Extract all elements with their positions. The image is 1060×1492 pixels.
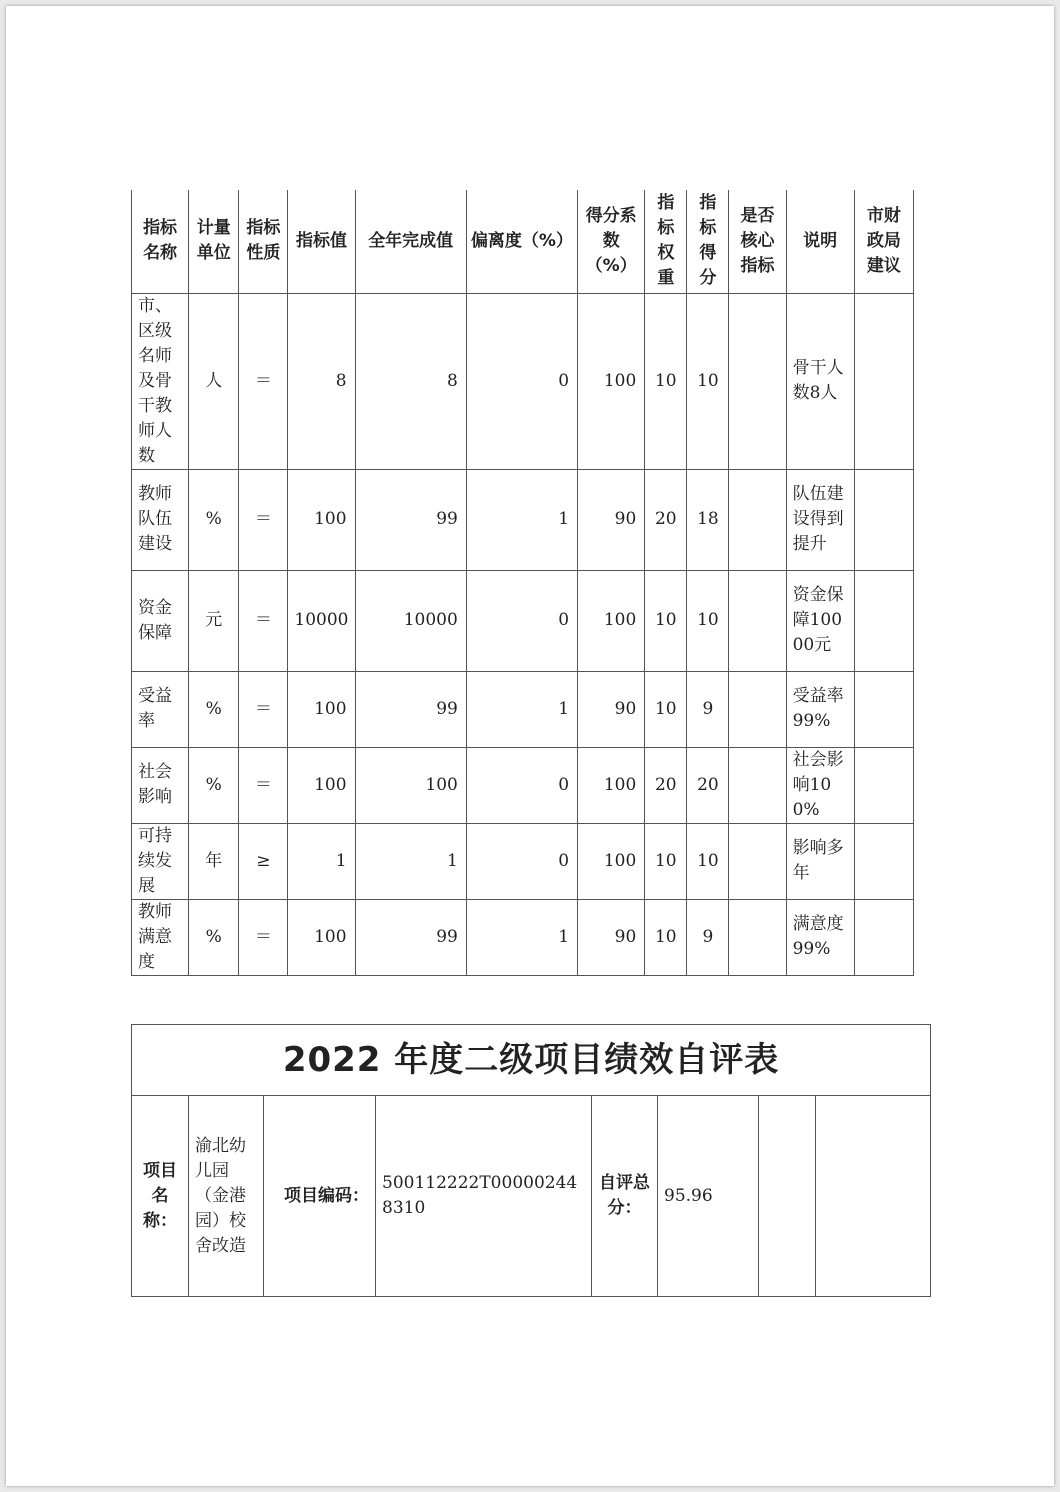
nature: ＝ (239, 747, 288, 823)
table-row (132, 747, 914, 823)
table-row (132, 469, 914, 570)
unit: 年 (189, 823, 239, 899)
header-weight: 指标权重 (645, 190, 687, 293)
target-value: 10000 (288, 570, 355, 671)
project-name-label: 项目名称： (132, 1096, 189, 1297)
core-flag (729, 823, 786, 899)
header-note: 说明 (786, 190, 854, 293)
score: 10 (687, 823, 729, 899)
self-score: 95.96 (658, 1096, 759, 1297)
header-deviation: 偏离度（%） (466, 190, 577, 293)
score: 10 (687, 293, 729, 469)
score: 18 (687, 469, 729, 570)
header-core: 是否核心指标 (729, 190, 786, 293)
indicator-name: 受益率 (132, 671, 189, 747)
nature: ＝ (239, 899, 288, 975)
header-nature: 指标性质 (239, 190, 288, 293)
note: 影响多年 (786, 823, 854, 899)
note: 资金保障10000元 (786, 570, 854, 671)
indicator-header-row (132, 190, 914, 293)
unit: % (189, 899, 239, 975)
note: 受益率99% (786, 671, 854, 747)
core-flag (729, 899, 786, 975)
core-flag (729, 671, 786, 747)
header-advice: 市财政局建议 (854, 190, 913, 293)
advice (854, 293, 913, 469)
deviation: 0 (466, 570, 577, 671)
actual-value: 10000 (355, 570, 466, 671)
score: 9 (687, 671, 729, 747)
table-row (132, 823, 914, 899)
deviation: 0 (466, 747, 577, 823)
indicator-table (131, 190, 914, 976)
advice (854, 671, 913, 747)
indicator-name: 教师满意度 (132, 899, 189, 975)
target-value: 1 (288, 823, 355, 899)
empty-cell (759, 1096, 816, 1297)
score-coef: 100 (578, 747, 645, 823)
nature: ＝ (239, 293, 288, 469)
unit: % (189, 469, 239, 570)
table-row (132, 671, 914, 747)
evaluation-title-row (132, 1025, 931, 1096)
project-info-row (132, 1096, 931, 1297)
deviation: 0 (466, 293, 577, 469)
score: 9 (687, 899, 729, 975)
header-coef: 得分系数（%） (578, 190, 645, 293)
weight: 20 (645, 747, 687, 823)
core-flag (729, 293, 786, 469)
note: 社会影响100% (786, 747, 854, 823)
document-page (6, 6, 1054, 1486)
nature: ≥ (239, 823, 288, 899)
table-row (132, 570, 914, 671)
advice (854, 823, 913, 899)
target-value: 8 (288, 293, 355, 469)
weight: 10 (645, 570, 687, 671)
unit: 人 (189, 293, 239, 469)
advice (854, 469, 913, 570)
weight: 20 (645, 469, 687, 570)
project-code: 500112222T000002448310 (376, 1096, 592, 1297)
score-coef: 100 (578, 570, 645, 671)
indicator-name: 社会影响 (132, 747, 189, 823)
core-flag (729, 747, 786, 823)
weight: 10 (645, 823, 687, 899)
header-indicator-name: 指标名称 (132, 190, 189, 293)
core-flag (729, 469, 786, 570)
project-code-label: 项目编码： (264, 1096, 376, 1297)
evaluation-title: 2022 年度二级项目绩效自评表 (132, 1025, 931, 1096)
actual-value: 99 (355, 899, 466, 975)
unit: % (189, 671, 239, 747)
nature: ＝ (239, 570, 288, 671)
table-row (132, 293, 914, 469)
weight: 10 (645, 293, 687, 469)
deviation: 1 (466, 469, 577, 570)
score: 20 (687, 747, 729, 823)
self-score-label: 自评总分： (592, 1096, 658, 1297)
score-coef: 90 (578, 671, 645, 747)
target-value: 100 (288, 469, 355, 570)
target-value: 100 (288, 671, 355, 747)
table-row (132, 899, 914, 975)
core-flag (729, 570, 786, 671)
weight: 10 (645, 899, 687, 975)
deviation: 1 (466, 899, 577, 975)
score-coef: 100 (578, 823, 645, 899)
indicator-name: 教师队伍建设 (132, 469, 189, 570)
target-value: 100 (288, 747, 355, 823)
actual-value: 99 (355, 671, 466, 747)
target-value: 100 (288, 899, 355, 975)
deviation: 0 (466, 823, 577, 899)
unit: % (189, 747, 239, 823)
score: 10 (687, 570, 729, 671)
header-unit: 计量单位 (189, 190, 239, 293)
header-target: 指标值 (288, 190, 355, 293)
actual-value: 1 (355, 823, 466, 899)
score-coef: 90 (578, 469, 645, 570)
header-score: 指标得分 (687, 190, 729, 293)
indicator-name: 可持续发展 (132, 823, 189, 899)
project-name: 渝北幼儿园（金港园）校舍改造 (189, 1096, 264, 1297)
nature: ＝ (239, 671, 288, 747)
advice (854, 747, 913, 823)
deviation: 1 (466, 671, 577, 747)
header-actual: 全年完成值 (355, 190, 466, 293)
indicator-name: 资金保障 (132, 570, 189, 671)
empty-cell (816, 1096, 931, 1297)
unit: 元 (189, 570, 239, 671)
actual-value: 99 (355, 469, 466, 570)
actual-value: 8 (355, 293, 466, 469)
evaluation-table (131, 1024, 931, 1297)
note: 满意度99% (786, 899, 854, 975)
score-coef: 90 (578, 899, 645, 975)
advice (854, 899, 913, 975)
indicator-name: 市、区级名师及骨干教师人数 (132, 293, 189, 469)
advice (854, 570, 913, 671)
note: 骨干人数8人 (786, 293, 854, 469)
nature: ＝ (239, 469, 288, 570)
weight: 10 (645, 671, 687, 747)
actual-value: 100 (355, 747, 466, 823)
note: 队伍建设得到提升 (786, 469, 854, 570)
score-coef: 100 (578, 293, 645, 469)
